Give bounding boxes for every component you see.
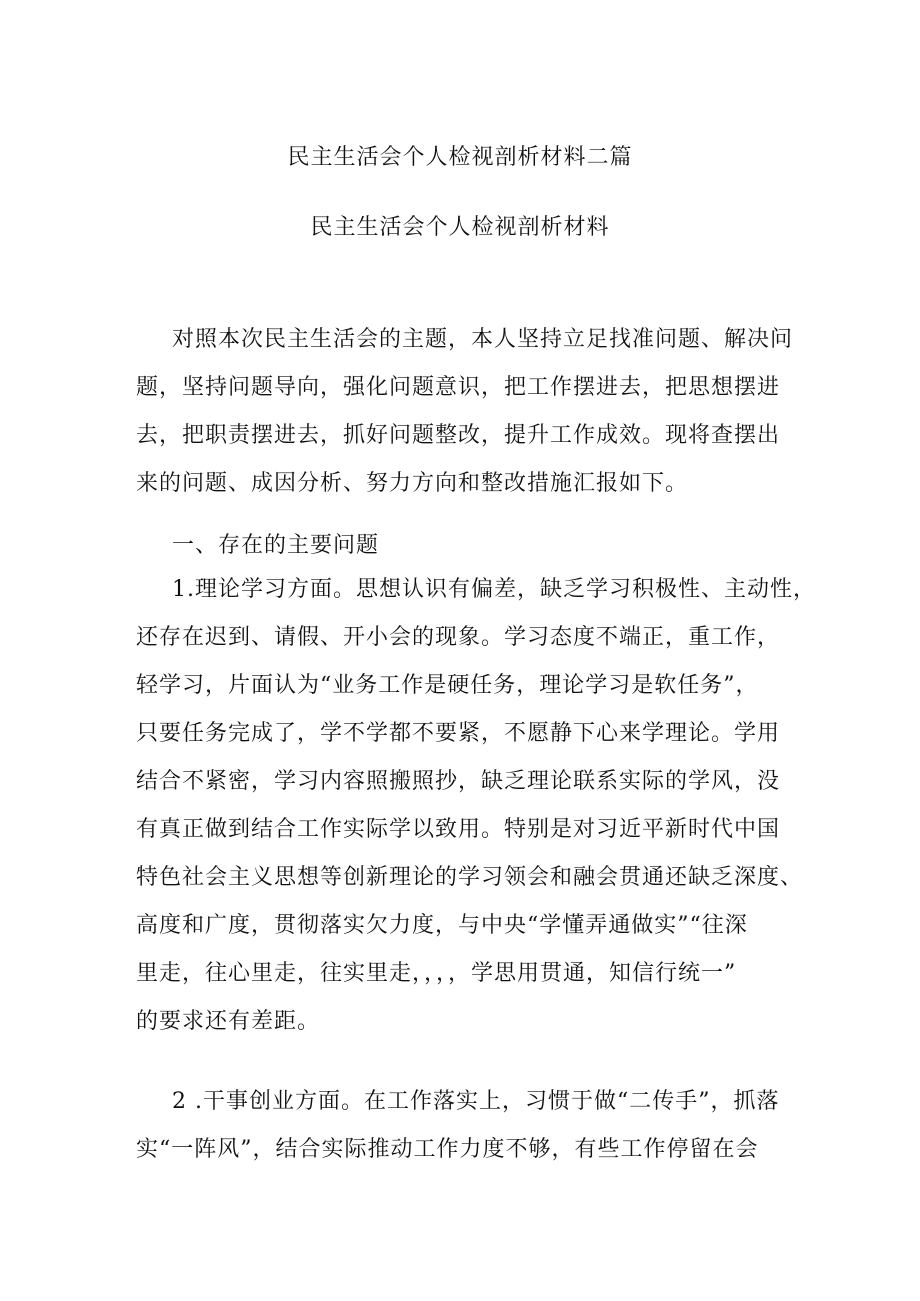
document-title: 民主生活会个人检视剖析材料二篇 [287,145,633,170]
item-2-paragraph [136,1078,788,1174]
paragraph-line: 特色社会主义思想等创新理论的学习领会和融会贯通还缺乏深度、 [136,865,804,890]
paragraph-line: 对照本次民主生活会的主题，本人坚持立足找准问题、解决问 [172,327,794,352]
paragraph-line: 有真正做到结合工作实际学以致用。特别是对习近平新时代中国 [136,817,781,842]
paragraph-line: 的要求还有差距。 [136,1009,321,1034]
paragraph-line: 去，把职责摆进去，抓好问题整改，提升工作成效。现将查摆出 [136,423,781,448]
paragraph-line: 1.理论学习方面。思想认识有偏差，缺乏学习积极性、主动性， [172,577,816,602]
item-1-paragraph [136,566,816,1046]
paragraph-line: 轻学习，片面认为“业务工作是硬任务，理论学习是软任务”， [136,673,759,698]
paragraph-line: 只要任务完成了，学不学都不要紧，不愿静下心来学理论。学用 [136,721,781,746]
paragraph-line: 还存在迟到、请假、开小会的现象。学习态度不端正，重工作， [136,625,781,650]
paragraph-line: 题，坚持问题导向，强化问题意识，把工作摆进去，把思想摆进 [136,375,781,400]
paragraph-line: 高度和广度，贯彻落实欠力度，与中央“学懂弄通做实”“往深 [136,913,748,938]
paragraph-line: 实“一阵风”，结合实际推动工作力度不够，有些工作停留在会 [136,1137,759,1162]
paragraph-line: 里走，往心里走，往实里走，，，，学思用贯通，知信行统一” [136,961,737,986]
intro-paragraph [136,316,794,508]
document-subtitle: 民主生活会个人检视剖析材料 [310,215,610,240]
paragraph-line: 来的问题、成因分析、努力方向和整改措施汇报如下。 [136,471,689,496]
paragraph-line: 2 .干事创业方面。在工作落实上，习惯于做“二传手”，抓落 [172,1089,780,1114]
section-heading: 一、存在的主要问题 [172,533,380,558]
paragraph-line: 结合不紧密，学习内容照搬照抄，缺乏理论联系实际的学风，没 [136,769,781,794]
